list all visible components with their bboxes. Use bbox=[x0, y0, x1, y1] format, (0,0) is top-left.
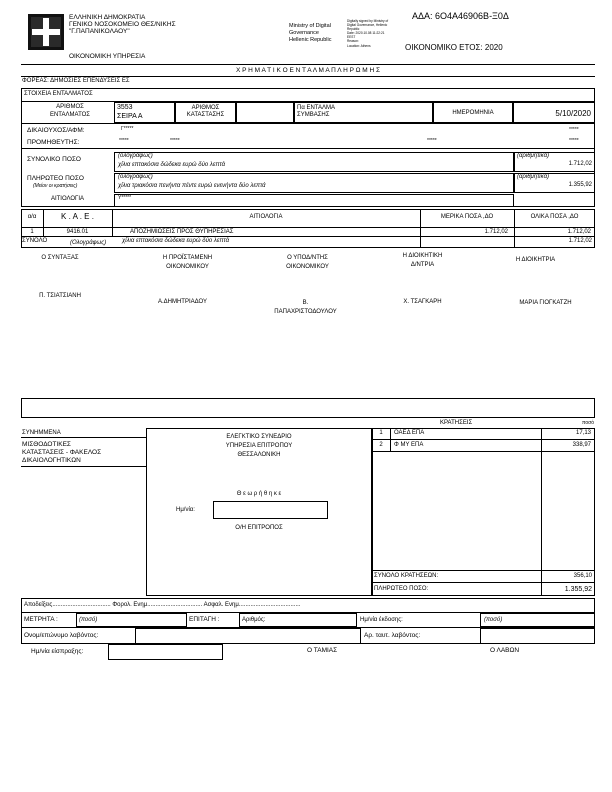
col-reason: ΑΙΤΙΟΛΟΓΙΑ bbox=[249, 214, 283, 220]
col-aa: α/α bbox=[27, 214, 37, 220]
cash-label: ΜΕΤΡΗΤΑ : bbox=[24, 616, 58, 623]
form-title: Χ Ρ Η Μ Α Τ Ι Κ Ο Ε Ν Τ Α Λ Μ Α Π Λ Η Ρ Ω Μ Η Σ bbox=[235, 67, 380, 74]
deductions-total-label: ΣΥΝΟΛΟ ΚΡΑΤΗΣΕΩΝ: bbox=[374, 573, 439, 579]
documents-line: Αποδείξεις................................... Φορολ. Ενημ................................. Ασφαλ. Ενημ..................................... bbox=[24, 602, 301, 608]
sig-role-head-2: ΟΙΚΟΝΟΜΙΚΟΥ bbox=[166, 264, 209, 270]
receiver-name-label: Ονομ/επώνυμο λαβόντος: bbox=[24, 632, 99, 639]
collect-date-label: Ημ/νία είσπραξης: bbox=[31, 648, 84, 655]
receiver-label: Ο ΛΑΒΩΝ bbox=[490, 647, 520, 654]
sum-words: χίλια επτακόσια δώδεκα ευρώ δύο λεπτά bbox=[122, 238, 230, 244]
date-label: ΗΜΕΡΟΜΗΝΙΑ bbox=[452, 110, 494, 116]
registry-value-box bbox=[236, 102, 294, 123]
sig-name-deputy-1: Β. bbox=[302, 300, 309, 306]
receiver-id-field[interactable] bbox=[480, 628, 595, 644]
cheque-label: ΕΠΙΤΑΓΗ : bbox=[189, 616, 220, 623]
attached-line-3: ΔΙΚΑΙΟΛΟΓΗΤΙΚΩΝ bbox=[22, 457, 81, 464]
col-kae: Κ . Α . Ε . bbox=[61, 212, 94, 221]
deductions-total: 356,10 bbox=[573, 573, 592, 579]
supplier-mask-3: ***** bbox=[427, 138, 437, 144]
col-total: ΟΛΙΚΑ ΠΟΣΑ ,ΔΟ bbox=[530, 214, 579, 220]
total-number: 1.712,02 bbox=[568, 161, 592, 167]
service-name: ΟΙΚΟΝΟΜΙΚΗ ΥΠΗΡΕΣΙΑ bbox=[69, 53, 146, 60]
sig-role-deputy-2: ΟΙΚΟΝΟΜΙΚΟΥ bbox=[286, 264, 329, 270]
fiscal-year: ΟΙΚΟΝΟΜΙΚΟ ΕΤΟΣ: 2020 bbox=[405, 43, 503, 52]
ministry-line-1: Ministry of Digital bbox=[289, 23, 331, 29]
cash-amount-label: (ποσό) bbox=[79, 617, 98, 623]
supplier-label: ΠΡΟΜΗΘΕΥΤΗΣ: bbox=[27, 139, 80, 146]
order-number-label-2: ΕΝΤΑΛΜΑΤΟΣ bbox=[49, 112, 91, 118]
attached-line-2: ΚΑΤΑΣΤΑΣΕΙΣ - ΦΑΚΕΛΟΣ bbox=[22, 449, 102, 456]
sig-role-admin-1: Η ΔΙΟΙΚΗΤΙΚΗ bbox=[402, 253, 443, 259]
total-words: χίλια επτακόσια δώδεκα ευρώ δύο λεπτά bbox=[118, 162, 226, 168]
receiver-name-field[interactable] bbox=[135, 628, 361, 644]
supplier-mask-4: ***** bbox=[569, 138, 579, 144]
beneficiary-right: ***** bbox=[569, 127, 579, 133]
ministry-line-2: Governance bbox=[289, 30, 319, 36]
audit-line-1: ΕΛΕΓΚΤΙΚΟ ΣΥΝΕΔΡΙΟ bbox=[226, 434, 292, 440]
cheque-amount-label: (ποσό) bbox=[484, 617, 503, 623]
org-line-3: "Γ.ΠΑΠΑΝΙΚΟΛΑΟΥ" bbox=[69, 28, 130, 35]
sig-role-director: Η ΔΙΟΙΚΗΤΡΙΑ bbox=[515, 257, 556, 263]
payable-label: ΠΛΗΡΩΤΕΟ ΠΟΣΟ bbox=[27, 175, 84, 182]
order-number-value: 3553 bbox=[117, 104, 133, 111]
section-title: ΣΤΟΙΧΕΙΑ ΕΝΤΑΛΜΑΤΟΣ bbox=[24, 91, 93, 97]
sig-role-composer: Ο ΣΥΝΤΑΞΑΣ bbox=[41, 255, 79, 261]
total-label: ΣΥΝΟΛΙΚΟ ΠΟΣΟ bbox=[27, 156, 81, 163]
payable-numeric-label: (αριθμητικά) bbox=[517, 174, 549, 180]
receiver-id-label: Αρ. ταυτ. λαβόντος: bbox=[364, 632, 421, 639]
sig-role-head-1: Η ΠΡΟΪΣΤΑΜΕΝΗ bbox=[162, 255, 213, 261]
table-row: 1 9416.01 ΑΠΟΖΗΜΙΩΣΕΙΣ ΠΡΟΣ ΘΥΠΗΡΕΣΙΑΣ 1.712,02 1.712,02 bbox=[30, 229, 591, 235]
approval-date-field[interactable] bbox=[213, 501, 328, 519]
hellenic-emblem bbox=[28, 14, 64, 50]
ministry-line-3: Hellenic Republic bbox=[289, 37, 332, 43]
col-partial: ΜΕΡΙΚΑ ΠΟΣΑ ,ΔΟ bbox=[440, 214, 494, 220]
reason-label: ΑΙΤΙΟΛΟΓΙΑ bbox=[50, 196, 85, 202]
org-line-2: ΓΕΝΙΚΟ ΝΟΣΟΚΟΜΕΙΟ ΘΕΣ/ΝΙΚΗΣ bbox=[69, 21, 176, 28]
registry-label-1: ΑΡΙΘΜΟΣ bbox=[191, 105, 220, 111]
reason-box bbox=[114, 194, 514, 207]
cross-icon bbox=[28, 14, 64, 50]
approval-date-label: Ημ/νία: bbox=[176, 507, 195, 513]
cashier-label: Ο ΤΑΜΙΑΣ bbox=[307, 647, 338, 654]
sum-words-label: (Ολογράφως) bbox=[70, 240, 107, 246]
payable-words: χίλια τριακόσια πενήντα πέντε ευρώ ενενήντα δύο λεπτά bbox=[118, 183, 266, 189]
org-line-1: ΕΛΛΗΝΙΚΗ ΔΗΜΟΚΡΑΤΙΑ bbox=[69, 14, 146, 21]
sig-name-director: ΜΑΡΙΑ ΓΙΟΓΚΑΤΖΗ bbox=[519, 300, 572, 306]
payable-sub: (Μείον οι κρατήσεις) bbox=[33, 183, 78, 189]
registry-label-2: ΚΑΤΑΣΤΑΣΗΣ bbox=[186, 112, 225, 118]
payable-words-label: (ολογράφως) bbox=[118, 174, 153, 180]
sig-name-deputy-2: ΠΑΠΑΧΡΙΣΤΟΔΟΥΛΟΥ bbox=[274, 309, 337, 315]
order-number-label-1: ΑΡΙΘΜΟΣ bbox=[56, 104, 84, 110]
contract-label-1: Πα ΕΝΤΑΛΜΑ bbox=[297, 105, 336, 111]
total-numeric-label: (αριθμητικά) bbox=[517, 153, 549, 159]
ada-number: ΑΔΑ: 6Ο4Α46906Β-Ξ0Δ bbox=[412, 11, 509, 21]
cheque-number-label: Αριθμός: bbox=[242, 617, 266, 623]
attached-label: ΣΥΝΗΜΜΕΝΑ bbox=[22, 430, 61, 436]
sig-name-composer: Π. ΤΣΙΑΤΣΙΑΝΗ bbox=[39, 293, 81, 299]
sum-label: ΣΥΝΟΛΟ bbox=[22, 238, 48, 244]
beneficiary-label: ΔΙΚΑΙΟΥΧΟΣ/ΑΦΜ: bbox=[27, 127, 85, 134]
commissioner-label: Ο/Η ΕΠΙΤΡΟΠΟΣ bbox=[235, 525, 283, 531]
sig-name-head: Α.ΔΗΜΗΤΡΙΑΔΟΥ bbox=[157, 299, 208, 305]
approved-label: Θ ε ω ρ ή θ η κ ε bbox=[236, 491, 282, 497]
sig-role-admin-2: Δ/ΝΤΡΙΑ bbox=[410, 262, 435, 268]
payable-number: 1.355,92 bbox=[568, 182, 592, 188]
list-item: 2 Φ ΜΥ ΕΠΑ 338,97 bbox=[379, 442, 591, 448]
collect-date-field[interactable] bbox=[108, 644, 223, 660]
body-label: ΦΟΡΕΑΣ: ΔΗΜΟΣΙΕΣ ΕΠΕΝΔΥΣΕΙΣ ΕΣ bbox=[22, 78, 130, 84]
audit-line-2: ΥΠΗΡΕΣΙΑ ΕΠΙΤΡΟΠΟΥ bbox=[225, 443, 293, 449]
attached-line-1: ΜΙΣΘΟΔΟΤΙΚΕΣ bbox=[22, 441, 71, 448]
list-item: 1 ΟΑΕΔ ΕΠΑ 17,13 bbox=[379, 430, 591, 436]
supplier-mask-1: ***** bbox=[119, 138, 129, 144]
lower-payable-label: ΠΛΗΡΩΤΕΟ ΠΟΣΟ: bbox=[374, 586, 429, 592]
date-value: 5/10/2020 bbox=[555, 109, 591, 118]
reason-value: Υ***** bbox=[118, 195, 132, 201]
total-words-label: (ολογράφως) bbox=[118, 153, 153, 159]
sig-name-admin: Χ. ΤΣΑΓΚΑΡΗ bbox=[403, 299, 442, 305]
blank-bar bbox=[21, 398, 595, 418]
contract-label-2: ΣΥΜΒΑΣΗΣ bbox=[297, 112, 330, 118]
order-series-value: ΣΕΙΡΑ Α bbox=[117, 113, 143, 120]
supplier-mask-2: ***** bbox=[170, 138, 180, 144]
deductions-title: ΚΡΑΤΗΣΕΙΣ bbox=[440, 420, 473, 426]
sig-role-deputy-1: Ο ΥΠΟΔ/ΝΤΗΣ bbox=[287, 255, 328, 261]
deductions-amount-col: ποσό bbox=[582, 420, 595, 426]
audit-line-3: ΘΕΣΣΑΛΟΝΙΚΗ bbox=[237, 452, 281, 458]
issue-date-label: Ημ/νία έκδοσης: bbox=[360, 617, 403, 623]
beneficiary-value: Γ***** bbox=[121, 126, 134, 132]
lower-payable-value: 1.355,92 bbox=[564, 586, 592, 593]
sum-value: 1.712,02 bbox=[568, 238, 592, 244]
